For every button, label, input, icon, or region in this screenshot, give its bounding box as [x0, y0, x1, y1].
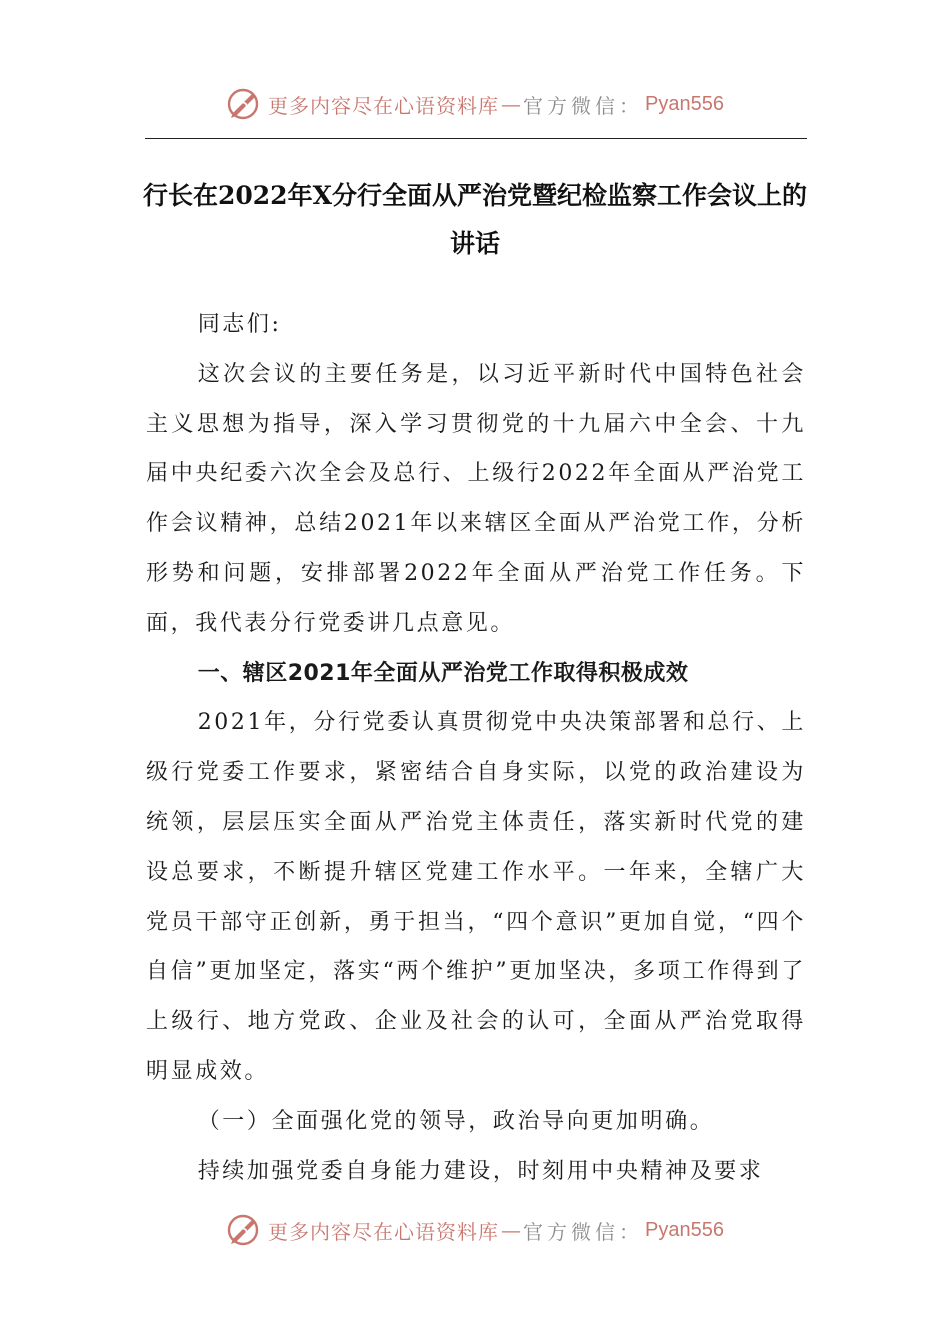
- watermark-wechat-id: Pyan556: [645, 92, 724, 115]
- watermark-dash: —: [501, 1218, 522, 1242]
- section-heading: 一、辖区2021年全面从严治党工作取得积极成效: [197, 660, 689, 686]
- watermark-wechat-id: Pyan556: [645, 1218, 724, 1241]
- watermark-footer: [0, 1208, 950, 1252]
- document-title: 行长在2022年X分行全面从严治党暨纪检监察工作会议上的讲话: [143, 181, 807, 258]
- document-body: [146, 300, 806, 1196]
- header-divider: [145, 138, 807, 139]
- paragraph: 2021年，分行党委认真贯彻党中央决策部署和总行、上级行党委工作要求，紧密结合自身实际，以党的政治建设为统领，层层压实全面从严治党主体责任，落实新时代党的建设总要求，不断提升辖区党建工作水平。一年来，全辖广大党员干部守正创新，勇于担当，“四个意识”更加自觉，“四个自信”更加坚定，落实“两个维护”更加坚决，多项工作得到了上级行、地方党政、企业及社会的认可，全面从严治党取得明显成效。: [146, 710, 806, 1084]
- subsection-heading: （一）全面强化党的领导，政治导向更加明确。: [197, 1108, 715, 1134]
- watermark-brand-text: 更多内容尽在心语资料库: [268, 93, 500, 118]
- watermark-brand-text: 更多内容尽在心语资料库: [268, 1219, 500, 1244]
- watermark-dash: —: [501, 92, 522, 116]
- salutation: 同志们:: [197, 312, 282, 337]
- paragraph: 这次会议的主要任务是，以习近平新时代中国特色社会主义思想为指导，深入学习贯彻党的十九届六中全会、十九届中央纪委六次全会及总行、上级行2022年全面从严治党工作会议精神，总结2021年以来辖区全面从严治党工作，分析形势和问题，安排部署2022年全面从严治党工作任务。下面，我代表分行党委讲几点意见。: [146, 361, 806, 636]
- watermark-header: [0, 82, 950, 126]
- pen-logo-icon: [226, 1212, 262, 1248]
- watermark-official-label: 官方微信：: [523, 1219, 644, 1244]
- watermark-official-label: 官方微信：: [523, 93, 644, 118]
- pen-logo-icon: [226, 86, 262, 122]
- paragraph: 持续加强党委自身能力建设，时刻用中央精神及要求: [197, 1158, 764, 1184]
